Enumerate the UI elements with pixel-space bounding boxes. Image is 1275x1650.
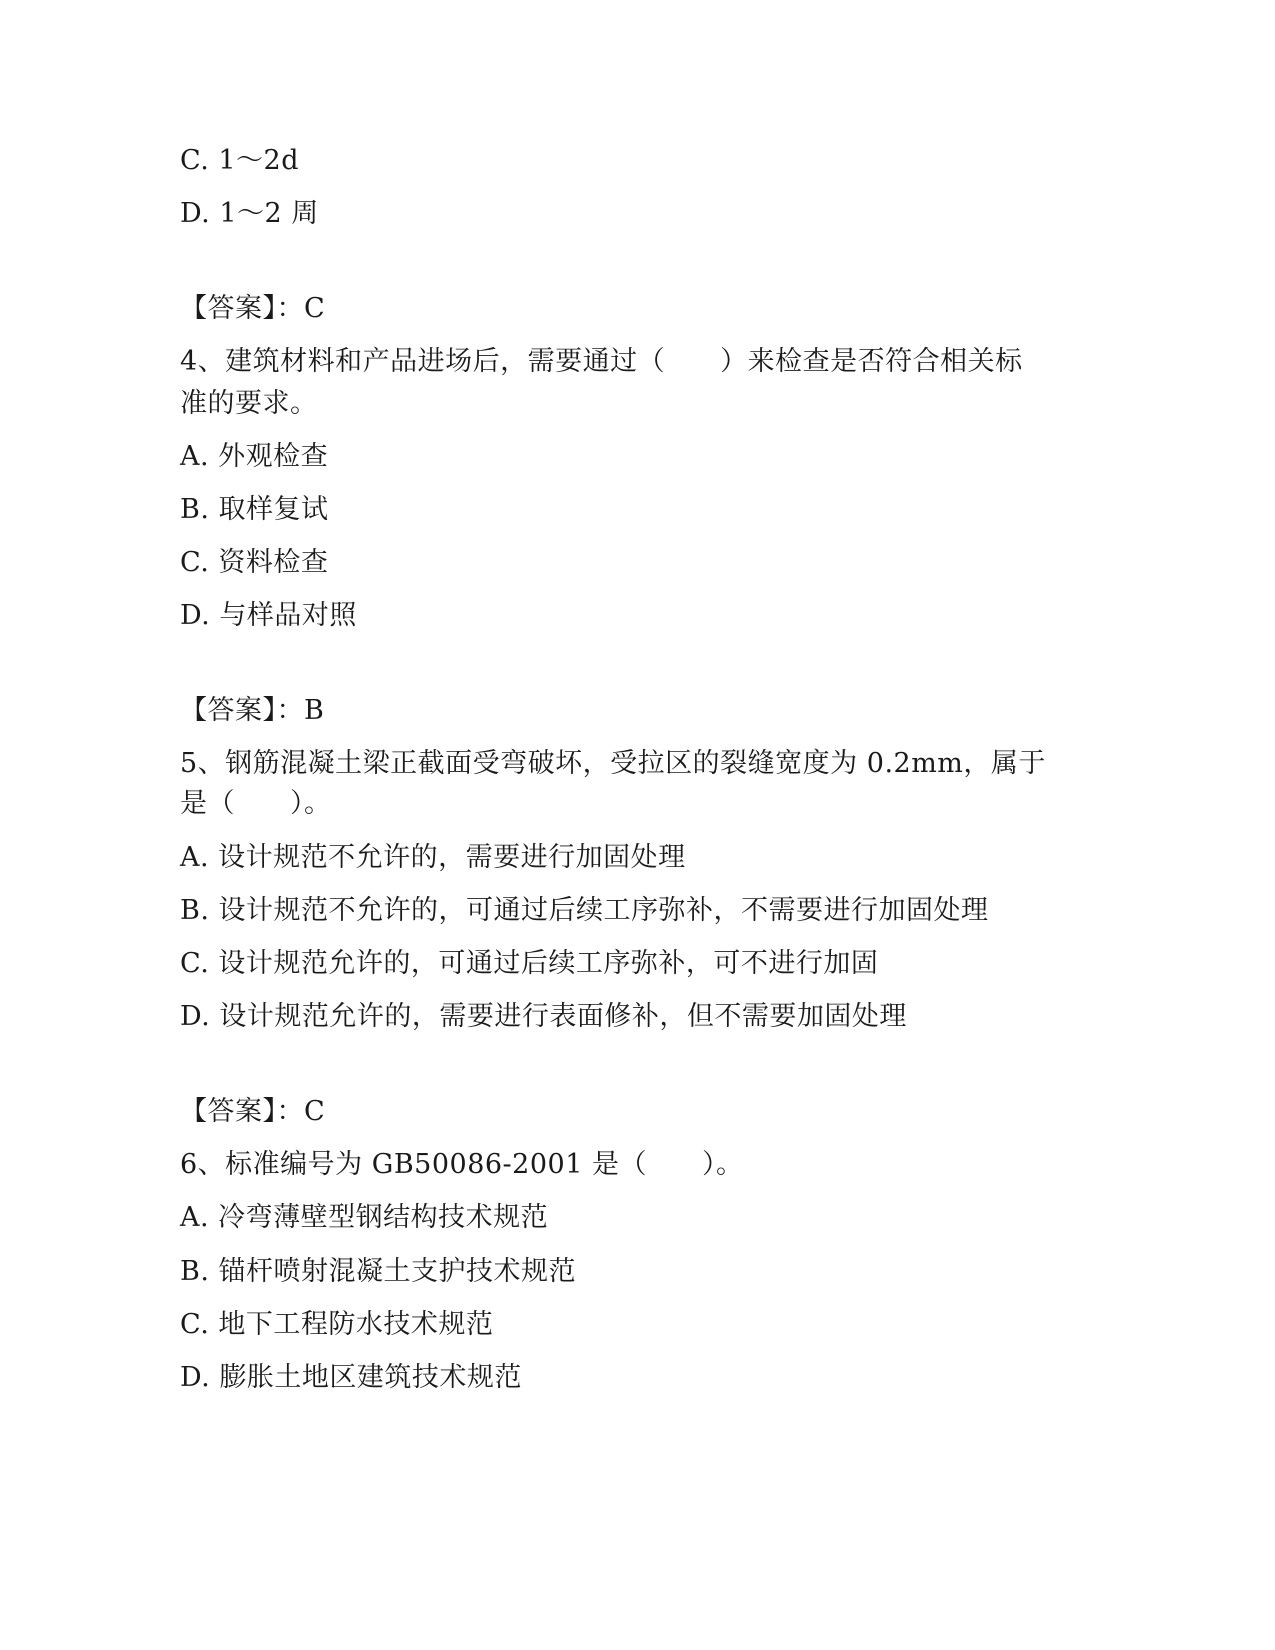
q3-option-d: D. 1～2 周 [180, 198, 319, 229]
q5-option-d: D. 设计规范允许的，需要进行表面修补，但不需要加固处理 [180, 1001, 907, 1032]
q6-stem-line1: 6、标准编号为 GB50086-2001 是（ ）。 [180, 1149, 744, 1180]
q4-option-c: C. 资料检查 [180, 547, 329, 578]
q3-answer: 【答案】：C [180, 293, 326, 324]
q4-stem-line1: 4、建筑材料和产品进场后，需要通过（ ）来检查是否符合相关标 [180, 346, 1023, 377]
q5-option-c: C. 设计规范允许的，可通过后续工序弥补，可不进行加固 [180, 948, 879, 979]
q4-option-b: B. 取样复试 [180, 494, 329, 525]
q3-option-c: C. 1～2d [180, 145, 300, 176]
q5-answer: 【答案】：C [180, 1096, 326, 1127]
q6-option-c: C. 地下工程防水技术规范 [180, 1309, 494, 1340]
q6-option-b: B. 锚杆喷射混凝土支护技术规范 [180, 1256, 577, 1287]
q4-option-d: D. 与样品对照 [180, 600, 357, 631]
q4-answer: 【答案】：B [180, 695, 325, 726]
q4-option-a: A. 外观检查 [180, 441, 329, 472]
q6-option-a: A. 冷弯薄壁型钢结构技术规范 [180, 1202, 549, 1233]
q5-stem-line1: 5、钢筋混凝土梁正截面受弯破坏，受拉区的裂缝宽度为 0.2mm，属于 [180, 748, 1046, 779]
q5-option-a: A. 设计规范不允许的，需要进行加固处理 [180, 842, 686, 873]
q5-stem-line2: 是（ ）。 [180, 788, 332, 819]
q5-option-b: B. 设计规范不允许的，可通过后续工序弥补，不需要进行加固处理 [180, 895, 989, 926]
q4-stem-line2: 准的要求。 [180, 388, 318, 419]
q6-option-d: D. 膨胀土地区建筑技术规范 [180, 1362, 522, 1393]
